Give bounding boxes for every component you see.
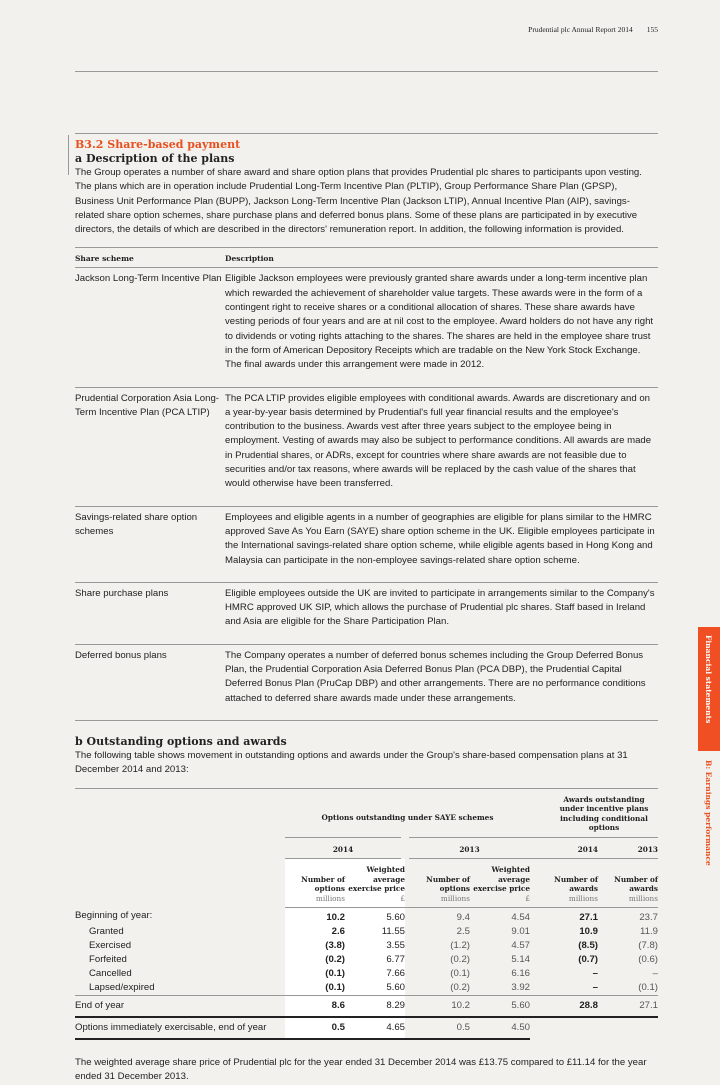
cell: 4.65 (345, 1017, 405, 1039)
cell: (0.2) (450, 954, 470, 965)
cell: 5.60 (345, 908, 405, 926)
table-row (75, 644, 658, 720)
table-row (75, 953, 658, 967)
column-label: Number of options (426, 874, 470, 893)
year-header: 2013 (405, 837, 530, 859)
cell: (0.7) (578, 954, 598, 965)
table-row (75, 925, 658, 939)
page-number: 155 (646, 25, 658, 34)
cell: 3.55 (345, 939, 405, 953)
table-row (75, 268, 658, 387)
scheme-description: Eligible employees outside the UK are invited to participate in arrangements similar to the Company's HMRC approved UK SIP, which allows the purchase of Prudential plc shares. Staff based in Ireland and Asia are eligible for the Share Participation Plan. (225, 582, 658, 644)
cell (598, 1017, 658, 1039)
row-label: Granted (89, 926, 124, 937)
subsection-label: B: Earnings performance (704, 760, 713, 866)
cell: 10.9 (579, 926, 598, 937)
cell: 28.8 (530, 996, 598, 1018)
footnote: The weighted average share price of Prudential plc for the year ended 31 December 2014 was £13.75 compared to £11.14 for the year ended 31 December 2013. (75, 1057, 647, 1083)
section-tab-financial-statements[interactable] (698, 627, 720, 751)
cell: – (652, 968, 658, 979)
cell: 7.66 (345, 967, 405, 981)
table-row (75, 582, 658, 644)
table-row (75, 387, 658, 506)
column-label: Number of options (301, 874, 345, 893)
row-label: End of year (75, 996, 285, 1018)
cell (530, 1017, 598, 1039)
column-label: Number of awards (614, 874, 658, 893)
cell: 11.55 (345, 925, 405, 939)
row-label: Options immediately exercisable, end of year (75, 1017, 285, 1039)
table-row (75, 996, 658, 1018)
group-header-saye: Options outstanding under SAYE schemes (285, 788, 530, 837)
scheme-description: The Company operates a number of deferred bonus schemes including the Group Deferred Bonus Plan, the Prudential Corporation Asia Deferred Bonus Plan (PCA DBP), the Prudential Capital Deferred Bonus Plan (PruCap DBP) and other arrangements. There are no performance conditions attached to deferred share awards made under these arrangements. (225, 644, 658, 720)
cell: (0.2) (285, 953, 345, 967)
plans-table (75, 247, 658, 720)
cell: 4.54 (511, 912, 530, 923)
column-header (405, 859, 470, 908)
cell: 27.1 (579, 912, 598, 923)
cell: (0.1) (285, 981, 345, 996)
cell: 11.9 (640, 926, 658, 937)
table-row (75, 506, 658, 582)
scheme-name: Share purchase plans (75, 582, 225, 644)
table-row (75, 908, 658, 926)
column-label: Weighted average exercise price (348, 865, 405, 893)
year-header: 2014 (530, 837, 598, 859)
column-label: Number of awards (554, 874, 598, 893)
divider (68, 135, 69, 175)
cell: 4.57 (511, 940, 530, 951)
divider (75, 71, 658, 72)
subsection-b-intro: The following table shows movement in outstanding options and awards under the Group's share-based compensation plans at 31 December 2014 and 2013: (75, 749, 628, 776)
cell: 2.6 (285, 925, 345, 939)
row-label: Beginning of year: (75, 910, 153, 922)
cell: 5.60 (470, 996, 530, 1018)
page-header (514, 25, 658, 34)
scheme-description: The PCA LTIP provides eligible employees with conditional awards. Awards are discretionary and on a year-by-year basis determined by Prudential's full year financial results and the employee's contribution to the business. Awards vest after three years subject to the employee being in employment. Vesting of awards may also be subject to performance conditions. All awards are made in Prudential shares, or ADRs, except for countries where share awards are not feasible due to securities and/or tax reasons, where awards will be replaced by the cash value of the shares that would otherwise have been transferred. (225, 387, 658, 506)
column-unit: £ (400, 893, 405, 903)
col-header: Description (225, 248, 658, 268)
cell: 4.50 (470, 1017, 530, 1039)
column-unit: millions (628, 893, 658, 903)
cell: (0.2) (450, 982, 470, 993)
column-header (345, 859, 405, 908)
cell: (0.1) (638, 982, 658, 993)
scheme-description: Eligible Jackson employees were previously granted share awards under a long-term incentive plan which rewarded the achievement of shareholder value targets. These awards were in the form of a contingent right to receive shares or a conditional allocation of shares. These share awards have vesting periods of four years and are at nil cost to the employee. Award holders do not have any right to dividends or voting rights attaching to the shares. The shares are held in the employee share trust in the form of American Depository Receipts which are tradable on the New York Stock Exchange. The final awards under this arrangement were made in 2012. (225, 268, 658, 387)
subsection-b-title: b Outstanding options and awards (75, 734, 287, 748)
cell: 27.1 (598, 996, 658, 1018)
row-label: Forfeited (89, 954, 127, 965)
column-header (598, 859, 658, 908)
cell: 10.2 (285, 908, 345, 926)
scheme-description: Employees and eligible agents in a number of geographies are eligible for plans similar to the HMRC approved Save As You Earn (SAYE) share option scheme in the UK. Eligible employees participate in the International savings-related share option scheme, while eligible agents based in Hong Kong and Malaysia can participate in the non-employee savings-related share option scheme. (225, 506, 658, 582)
scheme-name: Deferred bonus plans (75, 644, 225, 720)
table-row (75, 981, 658, 996)
column-header (470, 859, 530, 908)
intro-paragraph: The Group operates a number of share award and share option plans that provides Prudential plc shares to participants upon vesting. The plans which are in operation include Prudential Long-Term Incentive Plan (PLTIP), Group Performance Share Plan (GPSP), Business Unit Performance Plan (BUPP), Jackson Long-Term Incentive Plan (Jackson LTIP), Annual Incentive Plan (AIP), savings-related share option schemes, share purchase plans and deferred bonus plans. Some of these plans are participated in by executive directors, the details of which are described in the directors' remuneration report. In addition, the following information is provided. (75, 167, 642, 236)
cell: – (592, 982, 598, 993)
divider (75, 133, 658, 134)
col-header: Share scheme (75, 248, 225, 268)
row-label: Exercised (89, 940, 132, 951)
report-title: Prudential plc Annual Report 2014 (528, 25, 633, 34)
column-unit: £ (525, 893, 530, 903)
table-row (75, 967, 658, 981)
cell: (0.1) (285, 967, 345, 981)
row-label: Lapsed/expired (89, 982, 155, 993)
scheme-name: Jackson Long-Term Incentive Plan (75, 268, 225, 387)
cell: 2.5 (456, 926, 470, 937)
scheme-name: Savings-related share option schemes (75, 506, 225, 582)
cell: (0.6) (638, 954, 658, 965)
cell: 5.60 (345, 981, 405, 996)
cell: 6.16 (511, 968, 530, 979)
cell: 8.29 (345, 996, 405, 1018)
table-row (75, 1017, 658, 1039)
cell: 8.6 (285, 996, 345, 1018)
column-unit: millions (440, 893, 470, 903)
cell: 0.5 (285, 1017, 345, 1039)
cell: – (592, 968, 598, 979)
cell: 3.92 (511, 982, 530, 993)
cell: (7.8) (638, 940, 658, 951)
row-label: Cancelled (89, 968, 132, 979)
cell: 6.77 (345, 953, 405, 967)
tab-label: Financial statements (704, 635, 713, 724)
cell: (8.5) (578, 940, 598, 951)
cell: (0.1) (450, 968, 470, 979)
cell: 0.5 (405, 1017, 470, 1039)
cell: 9.01 (511, 926, 530, 937)
cell: 10.2 (405, 996, 470, 1018)
subsection-a-title: a Description of the plans (75, 152, 235, 165)
section-title: B3.2 Share-based payment (75, 138, 241, 151)
cell: 5.14 (511, 954, 530, 965)
column-unit: millions (315, 893, 345, 903)
column-label: Weighted average exercise price (473, 865, 530, 893)
cell: 9.4 (456, 912, 470, 923)
column-header (285, 859, 345, 908)
column-unit: millions (568, 893, 598, 903)
cell: 23.7 (639, 912, 658, 923)
scheme-name: Prudential Corporation Asia Long-Term Incentive Plan (PCA LTIP) (75, 387, 225, 506)
cell: (1.2) (450, 940, 470, 951)
group-header-awards: Awards outstanding under incentive plans including conditional options (530, 788, 658, 837)
year-header: 2013 (598, 837, 658, 859)
table-row (75, 939, 658, 953)
cell: (3.8) (285, 939, 345, 953)
column-header (530, 859, 598, 908)
content (75, 138, 658, 1085)
options-table (75, 788, 658, 1041)
year-header: 2014 (285, 837, 405, 859)
